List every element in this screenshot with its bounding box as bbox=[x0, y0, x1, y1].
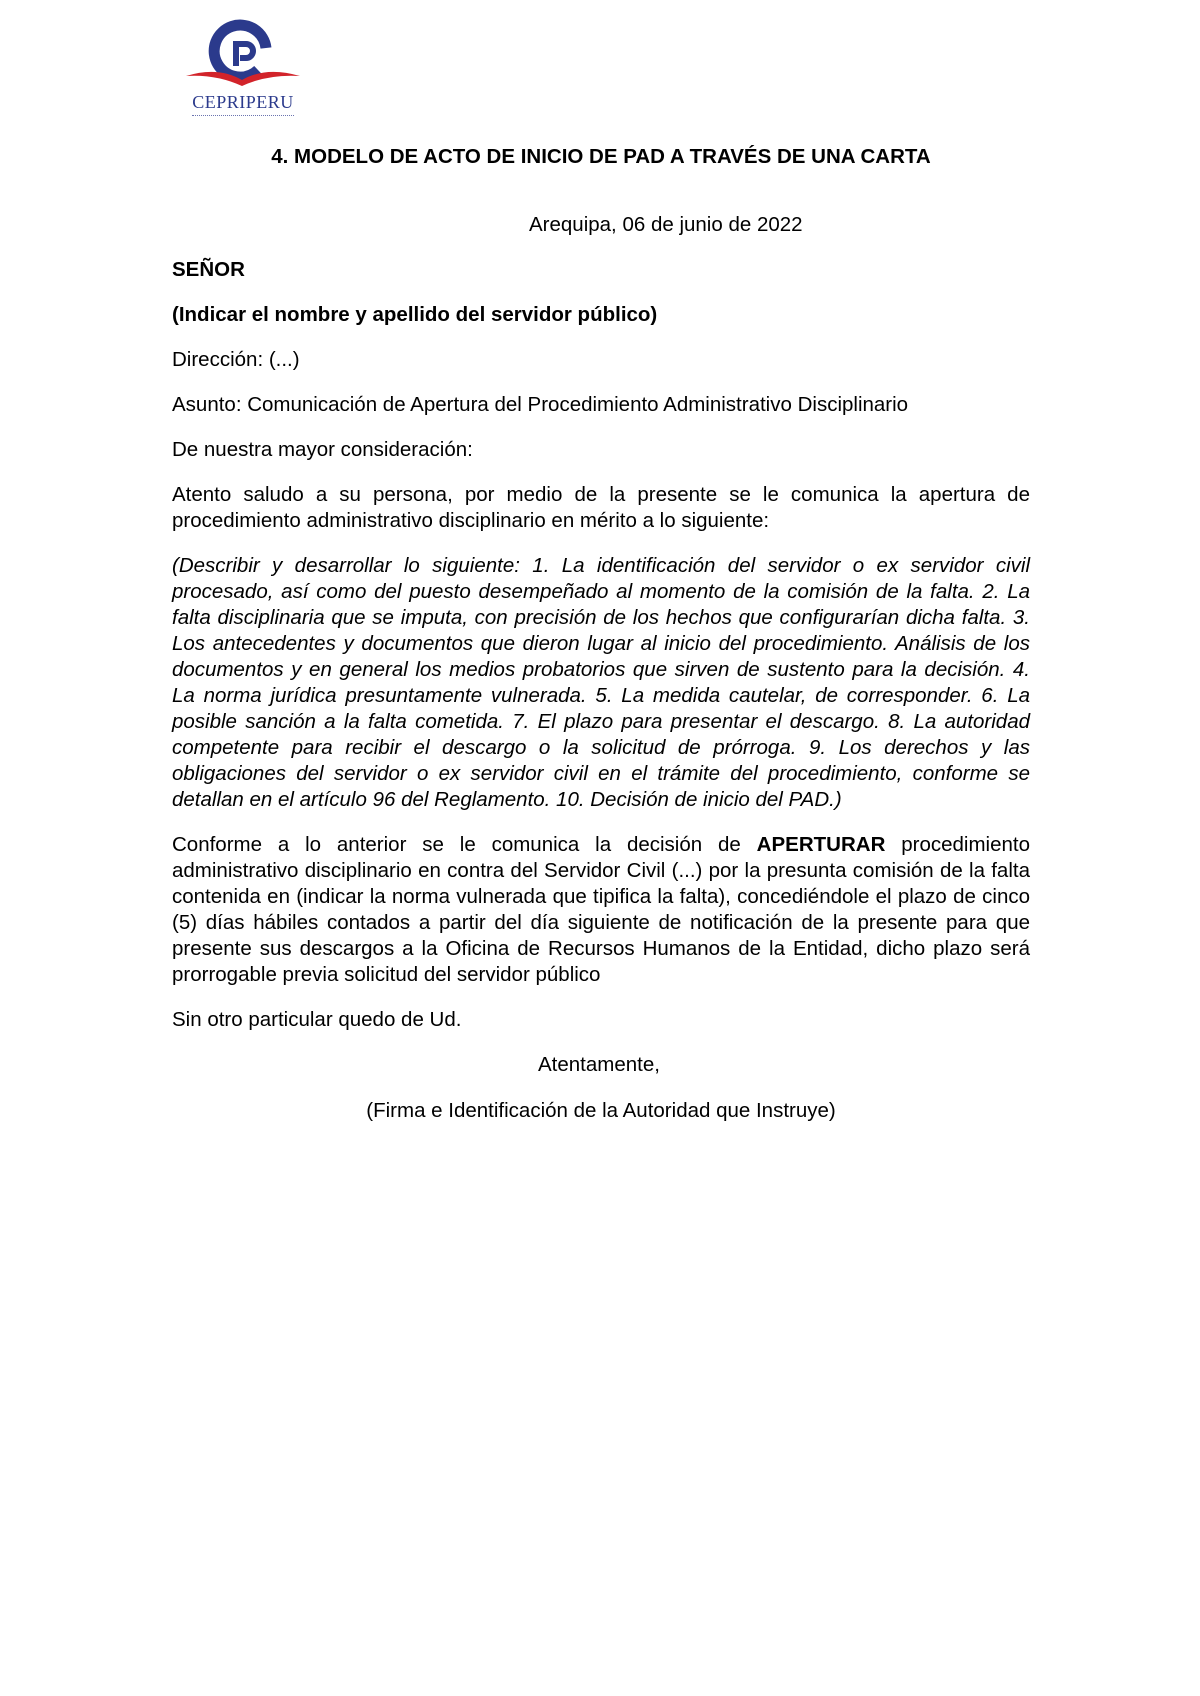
farewell-line: Sin otro particular quedo de Ud. bbox=[172, 1008, 462, 1031]
logo-name: CEPRIPERU bbox=[192, 92, 294, 112]
decision-suffix: procedimiento administrativo disciplinario en contra del Servidor Civil (...) por la presunta comisión de la falta contenida en (indicar la norma vulnerada que tipifica la falta), concediéndole el plazo de cinco (5) días hábiles contados a partir del día siguiente de notificación de la presente para que presente sus descargos a la Oficina de Recursos Humanos de la Entidad, dicho plazo será prorrogable previa solicitud del servidor público bbox=[172, 833, 1030, 986]
subject-line: Asunto: Comunicación de Apertura del Procedimiento Administrativo Disciplinario bbox=[172, 393, 909, 416]
letter-date: Arequipa, 06 de junio de 2022 bbox=[529, 213, 803, 236]
salutation: De nuestra mayor consideración: bbox=[172, 438, 473, 461]
signature-line: (Firma e Identificación de la Autoridad que Instruye) bbox=[366, 1099, 836, 1122]
instructions-paragraph: (Describir y desarrollar lo siguiente: 1. La identificación del servidor o ex servidor civil procesado, así como del puesto desempeñado al momento de la comisión de la falta. 2. La falta disciplinaria que se imputa, con precisión de los hechos que configurarían dicha falta. 3. Los antecedentes y documentos que dieron lugar al inicio del procedimiento. Análisis de los documentos y en general los medios probatorios que sirven de sustento para la decisión. 4. La norma jurídica presuntamente vulnerada. 5. La medida cautelar, de corresponder. 6. La posible sanción a la falta cometida. 7. El plazo para presentar el descargo. 8. La autoridad competente para recibir el descargo o la solicitud de prórroga. 9. Los derechos y las obligaciones del servidor o ex servidor civil en el trámite del procedimiento, conforme se detallan en el artículo 96 del Reglamento. 10. Decisión de inicio del PAD.) bbox=[172, 554, 1030, 811]
letter-body bbox=[172, 144, 1030, 1124]
decision-paragraph bbox=[172, 832, 1030, 988]
decision-keyword: APERTURAR bbox=[756, 833, 886, 856]
address-line: Dirección: (...) bbox=[172, 348, 300, 371]
cepriperu-logo-icon bbox=[178, 18, 308, 98]
closing-line: Atentamente, bbox=[538, 1053, 660, 1076]
intro-paragraph: Atento saludo a su persona, por medio de la presente se le comunica la apertura de procedimiento administrativo disciplinario en mérito a lo siguiente: bbox=[172, 483, 1030, 532]
decision-prefix: Conforme a lo anterior se le comunica la decisión de bbox=[172, 833, 757, 856]
recipient-label: SEÑOR bbox=[172, 258, 245, 281]
logo-tagline-line bbox=[192, 115, 294, 119]
logo bbox=[178, 18, 308, 122]
recipient-name: (Indicar el nombre y apellido del servidor público) bbox=[172, 303, 658, 326]
document-title: 4. MODELO DE ACTO DE INICIO DE PAD A TRAVÉS DE UNA CARTA bbox=[271, 145, 931, 168]
